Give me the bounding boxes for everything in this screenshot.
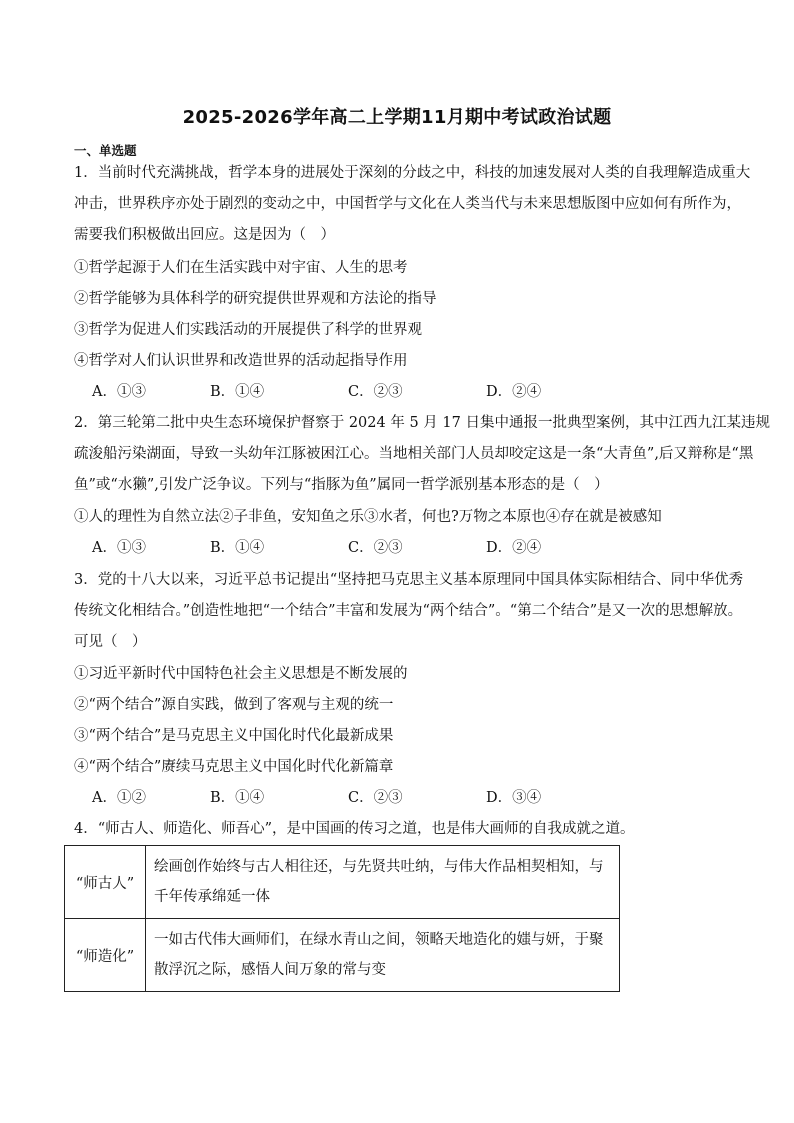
q1-option-c[interactable]: C．②③ <box>348 384 403 400</box>
q1-statement: ①哲学起源于人们在生活实践中对宇宙、人生的思考 <box>74 260 408 276</box>
q1-statement: ③哲学为促进人们实践活动的开展提供了科学的世界观 <box>74 322 422 338</box>
q2-stem-line: 2．第三轮第二批中央生态环境保护督察于 2024 年 5 月 17 日集中通报一批典型案例，其中江西九江某违规 <box>74 415 770 431</box>
q2-statements: ①人的理性为自然立法②子非鱼，安知鱼之乐③水者，何也?万物之本原也④存在就是被感知 <box>74 509 662 525</box>
q1-option-d[interactable]: D．②④ <box>486 384 542 400</box>
q2-option-b[interactable]: B．①④ <box>210 540 265 556</box>
q3-option-a[interactable]: A．①② <box>92 790 146 806</box>
q2-stem-line: 鱼”或“水獭”,引发广泛争议。下列与“指豚为鱼”属同一哲学派别基本形态的是（ ） <box>74 477 609 493</box>
q2-option-a[interactable]: A．①③ <box>92 540 146 556</box>
q4-stem-line: 4．“师古人、师造化、师吾心”，是中国画的传习之道，也是伟大画师的自我成就之道。 <box>74 821 635 837</box>
exam-title: 2025-2026学年高二上学期11月期中考试政治试题 <box>182 107 612 128</box>
q3-option-d[interactable]: D．③④ <box>486 790 542 806</box>
q3-option-c[interactable]: C．②③ <box>348 790 403 806</box>
q4-table <box>64 845 620 992</box>
q1-stem-line: 冲击，世界秩序亦处于剧烈的变动之中，中国哲学与文化在人类当代与未来思想版图中应如何有所作为， <box>74 196 741 212</box>
q3-stem-line: 传统文化相结合。”创造性地把“一个结合”丰富和发展为“两个结合”。“第二个结合”是又一次的思想解放。 <box>74 603 743 619</box>
table-key-cell: “师造化” <box>65 919 146 992</box>
q1-stem-line: 需要我们积极做出回应。这是因为（ ） <box>74 227 335 243</box>
q2-option-d[interactable]: D．②④ <box>486 540 542 556</box>
q3-statement: ④“两个结合”赓续马克思主义中国化时代化新篇章 <box>74 759 394 775</box>
q2-option-c[interactable]: C．②③ <box>348 540 403 556</box>
q1-statement: ④哲学对人们认识世界和改造世界的活动起指导作用 <box>74 353 408 369</box>
table-row <box>65 846 620 919</box>
table-key-cell: “师古人” <box>65 846 146 919</box>
q1-option-b[interactable]: B．①④ <box>210 384 265 400</box>
table-value-cell: 一如古代伟大画师们，在绿水青山之间，领略天地造化的媸与妍，于聚散浮沉之际，感悟人间万象的常与变 <box>146 919 620 992</box>
table-row <box>65 919 620 992</box>
q1-option-a[interactable]: A．①③ <box>92 384 146 400</box>
q3-statement: ③“两个结合”是马克思主义中国化时代化最新成果 <box>74 728 394 744</box>
q3-statement: ①习近平新时代中国特色社会主义思想是不断发展的 <box>74 666 408 682</box>
table-value-cell: 绘画创作始终与古人相往还，与先贤共吐纳，与伟大作品相契相知，与千年传承绵延一体 <box>146 846 620 919</box>
q3-stem-line: 可见（ ） <box>74 634 147 650</box>
q1-stem-line: 1．当前时代充满挑战，哲学本身的进展处于深刻的分歧之中，科技的加速发展对人类的自我理解造成重大 <box>74 165 751 181</box>
q3-stem-line: 3．党的十八大以来，习近平总书记提出“坚持把马克思主义基本原理同中国具体实际相结合、同中华优秀 <box>74 572 744 588</box>
q2-stem-line: 疏浚船污染湖面，导致一头幼年江豚被困江心。当地相关部门人员却咬定这是一条“大青鱼”,后又辩称是“黑 <box>74 446 754 462</box>
q3-statement: ②“两个结合”源自实践，做到了客观与主观的统一 <box>74 697 394 713</box>
section-heading: 一、单选题 <box>74 143 137 158</box>
q1-statement: ②哲学能够为具体科学的研究提供世界观和方法论的指导 <box>74 291 437 307</box>
q3-option-b[interactable]: B．①④ <box>210 790 265 806</box>
